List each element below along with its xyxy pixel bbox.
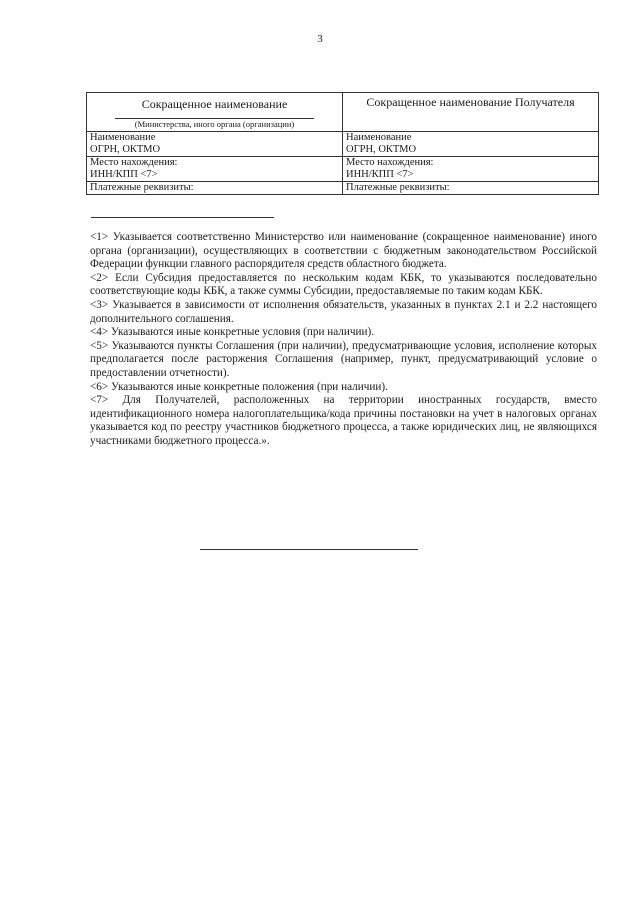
footnote: <3> Указывается в зависимости от исполнения обязательств, указанных в пунктах 2.1 и 2.2 настоящего дополнительного соглашения. bbox=[90, 298, 597, 325]
left-header-title: Сокращенное наименование bbox=[141, 97, 288, 111]
footnote: <4> Указываются иные конкретные условия (при наличии). bbox=[90, 326, 374, 339]
table-row bbox=[87, 157, 599, 182]
right-cell: Наименование ОГРН, ОКТМО bbox=[343, 132, 599, 157]
footnote-separator bbox=[91, 217, 274, 218]
footnote: <7> Для Получателей, расположенных на территории иностранных государств, вместо идентификационного номера налогоплательщика/кода причины постановки на учет в налоговых органах указывается код по реестру участников бюджетного процесса, а также юридических лиц, не являющихся участниками бюджетного процесса.». bbox=[90, 394, 597, 447]
left-cell: Наименование ОГРН, ОКТМО bbox=[87, 132, 343, 157]
footnote: <5> Указываются пункты Соглашения (при наличии), предусматривающие условия, исполнение которых предполагается после расторжения Соглашения (например, пункт, предусматривающий условие о предоставлении отчетности). bbox=[90, 339, 597, 379]
right-cell: Место нахождения: ИНН/КПП <7> bbox=[343, 157, 599, 182]
end-separator bbox=[200, 549, 418, 550]
left-header-cell bbox=[87, 93, 343, 132]
left-cell: Платежные реквизиты: bbox=[87, 182, 343, 195]
footnote: <2> Если Субсидия предоставляется по нескольким кодам КБК, то указываются последовательно соответствующие коды КБК, а также суммы Субсидии, предоставляемые по таким кодам КБК. bbox=[90, 271, 597, 298]
footnote: <6> Указываются иные конкретные положения (при наличии). bbox=[90, 380, 388, 393]
left-header-hint: (Министерства, иного органа (организации) bbox=[134, 119, 295, 129]
right-cell: Платежные реквизиты: bbox=[343, 182, 599, 195]
footnote: <1> Указывается соответственно Министерство или наименование (сокращенное наименование) иного органа (организации), осуществляющих в соответствии с бюджетным законодательством Российской Федерации функции главного распорядителя средств областного бюджета. bbox=[90, 231, 597, 271]
table-row bbox=[87, 182, 599, 195]
requisites-table bbox=[86, 92, 599, 195]
right-header-cell: Сокращенное наименование Получателя bbox=[343, 93, 599, 132]
page-number: 3 bbox=[317, 33, 323, 45]
table-row bbox=[87, 132, 599, 157]
footnotes bbox=[90, 231, 597, 449]
table-header-row bbox=[87, 93, 599, 132]
left-cell: Место нахождения: ИНН/КПП <7> bbox=[87, 157, 343, 182]
